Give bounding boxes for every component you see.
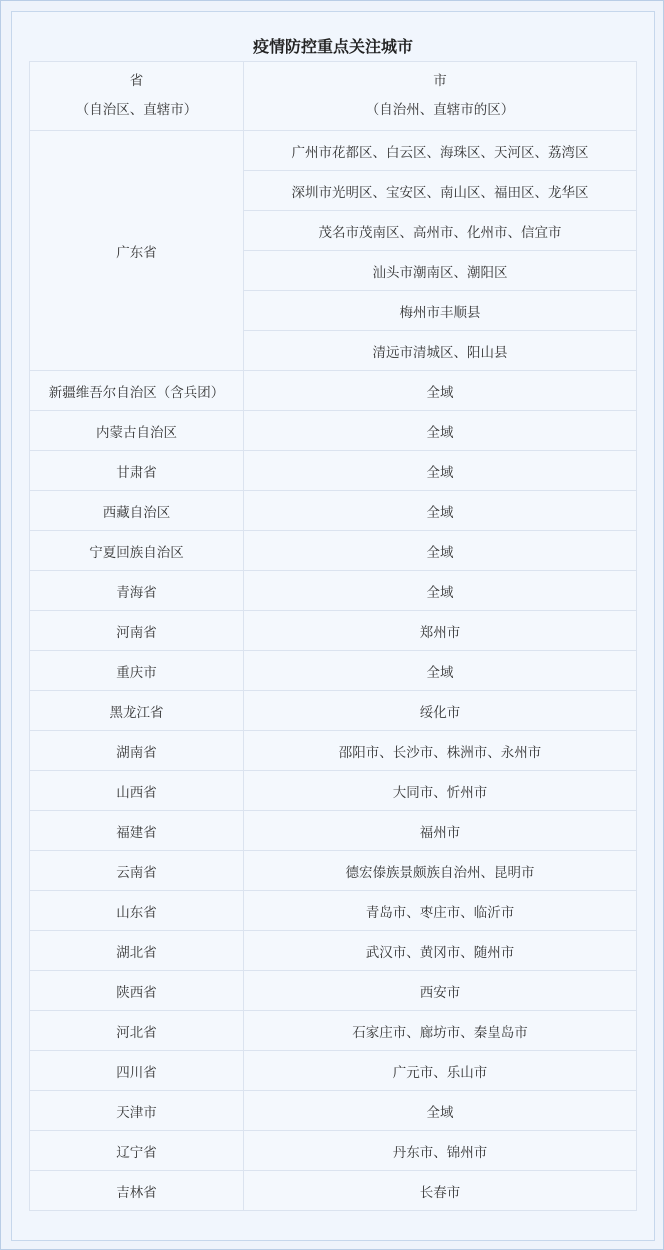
city-cell: 武汉市、黄冈市、随州市 (244, 931, 637, 971)
province-cell: 青海省 (30, 571, 244, 611)
province-cell: 湖北省 (30, 931, 244, 971)
table-row (30, 691, 637, 731)
table-row (30, 811, 637, 851)
city-cell: 邵阳市、长沙市、株洲市、永州市 (244, 731, 637, 771)
province-cell: 天津市 (30, 1091, 244, 1131)
table-row (30, 1011, 637, 1051)
city-cell: 全域 (244, 371, 637, 411)
province-cell: 新疆维吾尔自治区（含兵团） (30, 371, 244, 411)
city-cell: 广州市花都区、白云区、海珠区、天河区、荔湾区 (244, 131, 637, 171)
table-row (30, 571, 637, 611)
city-cell: 梅州市丰顺县 (244, 291, 637, 331)
city-cell: 全域 (244, 491, 637, 531)
province-cell: 宁夏回族自治区 (30, 531, 244, 571)
city-cell: 长春市 (244, 1171, 637, 1211)
table-row (30, 451, 637, 491)
city-cell: 大同市、忻州市 (244, 771, 637, 811)
province-cell: 重庆市 (30, 651, 244, 691)
header-province-sub: （自治区、直辖市） (75, 102, 198, 118)
city-cell: 广元市、乐山市 (244, 1051, 637, 1091)
province-cell: 河南省 (30, 611, 244, 651)
header-province-main: 省 (129, 73, 144, 89)
city-cell: 清远市清城区、阳山县 (244, 331, 637, 371)
table-row (30, 371, 637, 411)
province-cell: 云南省 (30, 851, 244, 891)
city-cell: 全域 (244, 411, 637, 451)
table-header-row (30, 62, 637, 131)
table-row (30, 731, 637, 771)
table-row (30, 1091, 637, 1131)
city-cell: 西安市 (244, 971, 637, 1011)
city-cell: 茂名市茂南区、高州市、化州市、信宜市 (244, 211, 637, 251)
table-row (30, 531, 637, 571)
city-cell: 全域 (244, 451, 637, 491)
city-cell: 全域 (244, 531, 637, 571)
city-cell: 绥化市 (244, 691, 637, 731)
city-cell: 汕头市潮南区、潮阳区 (244, 251, 637, 291)
province-cell: 陕西省 (30, 971, 244, 1011)
province-cell: 河北省 (30, 1011, 244, 1051)
province-cell: 甘肃省 (30, 451, 244, 491)
table-row (30, 131, 637, 171)
page-title: 疫情防控重点关注城市 (252, 37, 413, 56)
table-row (30, 771, 637, 811)
table-row (30, 491, 637, 531)
table-row (30, 1171, 637, 1211)
table-row (30, 971, 637, 1011)
city-cell: 郑州市 (244, 611, 637, 651)
city-table (29, 61, 637, 1211)
city-cell: 全域 (244, 571, 637, 611)
province-cell: 广东省 (30, 131, 244, 371)
table-row (30, 1131, 637, 1171)
city-cell: 青岛市、枣庄市、临沂市 (244, 891, 637, 931)
table-row (30, 611, 637, 651)
city-cell: 石家庄市、廊坊市、秦皇岛市 (244, 1011, 637, 1051)
city-cell: 深圳市光明区、宝安区、南山区、福田区、龙华区 (244, 171, 637, 211)
province-cell: 山西省 (30, 771, 244, 811)
province-cell: 福建省 (30, 811, 244, 851)
content-panel (11, 11, 655, 1241)
table-row (30, 651, 637, 691)
table-row (30, 851, 637, 891)
city-cell: 全域 (244, 651, 637, 691)
city-cell: 全域 (244, 1091, 637, 1131)
table-row (30, 1051, 637, 1091)
city-cell: 福州市 (244, 811, 637, 851)
province-cell: 湖南省 (30, 731, 244, 771)
table-row (30, 931, 637, 971)
city-cell: 德宏傣族景颇族自治州、昆明市 (244, 851, 637, 891)
province-cell: 山东省 (30, 891, 244, 931)
table-row (30, 891, 637, 931)
province-cell: 内蒙古自治区 (30, 411, 244, 451)
header-city-main: 市 (433, 73, 447, 89)
province-cell: 西藏自治区 (30, 491, 244, 531)
header-city (244, 62, 637, 131)
header-city-sub: （自治州、直辖市的区） (365, 102, 515, 118)
province-cell: 黑龙江省 (30, 691, 244, 731)
province-cell: 四川省 (30, 1051, 244, 1091)
province-cell: 吉林省 (30, 1171, 244, 1211)
header-province (30, 62, 244, 131)
province-cell: 辽宁省 (30, 1131, 244, 1171)
city-cell: 丹东市、锦州市 (244, 1131, 637, 1171)
table-row (30, 411, 637, 451)
